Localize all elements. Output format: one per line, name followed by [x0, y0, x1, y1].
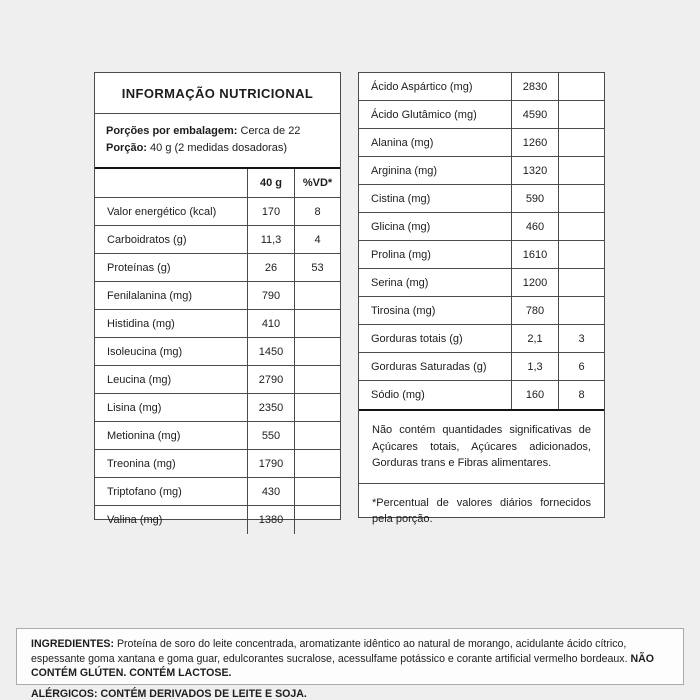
- nutrient-dv: [294, 338, 340, 365]
- nutrition-panel-right: [358, 72, 605, 525]
- nutrient-amount: 2790: [247, 366, 294, 393]
- nutrient-name: Lisina (mg): [107, 401, 162, 414]
- nutrient-amount: 790: [247, 282, 294, 309]
- nutrient-amount: 2350: [247, 394, 294, 421]
- nutrient-name: Tirosina (mg): [371, 304, 436, 317]
- nutrient-dv: [558, 213, 604, 240]
- nutrient-row: [359, 73, 604, 101]
- nutrient-name: Prolina (mg): [371, 248, 431, 261]
- column-header-row: [95, 169, 340, 198]
- nutrient-dv: [558, 129, 604, 156]
- nutrient-name: Gorduras Saturadas (g): [371, 360, 487, 373]
- nutrient-name: Valor energético (kcal): [107, 205, 217, 218]
- column-header-empty: [95, 169, 247, 197]
- nutrient-dv: [558, 157, 604, 184]
- footnotes: [359, 409, 604, 539]
- ingredients-box: [16, 628, 684, 700]
- column-header-amount: 40 g: [247, 169, 294, 197]
- nutrient-row: [95, 450, 340, 478]
- nutrient-row: [359, 269, 604, 297]
- nutrient-amount: 1450: [247, 338, 294, 365]
- nutrient-name: Metionina (mg): [107, 429, 181, 442]
- nutrient-amount: 590: [511, 185, 558, 212]
- nutrient-dv: [294, 422, 340, 449]
- column-header-dv: %VD*: [294, 169, 340, 197]
- nutrient-row: [95, 422, 340, 450]
- nutrient-amount: 4590: [511, 101, 558, 128]
- ingredients-claims: NÃO CONTÉM GLÚTEN. CONTÉM LACTOSE.: [31, 652, 655, 680]
- nutrient-row: [359, 213, 604, 241]
- nutrient-amount: 1790: [247, 450, 294, 477]
- nutrient-name: Valina (mg): [107, 514, 163, 527]
- nutrient-dv: [294, 506, 340, 534]
- nutrient-row: [359, 353, 604, 381]
- nutrient-name: Proteínas (g): [107, 261, 171, 274]
- nutrient-rows-left: [95, 198, 340, 534]
- nutrient-dv: 53: [294, 254, 340, 281]
- nutrient-row: [359, 185, 604, 213]
- nutrient-dv: [294, 282, 340, 309]
- nutrient-dv: [294, 394, 340, 421]
- nutrient-name: Fenilalanina (mg): [107, 289, 192, 302]
- nutrient-row: [359, 157, 604, 185]
- nutrient-name: Arginina (mg): [371, 164, 438, 177]
- nutrient-row: [359, 129, 604, 157]
- nutrient-row: [95, 226, 340, 254]
- nutrient-dv: 3: [558, 325, 604, 352]
- serving-info: [95, 114, 340, 169]
- nutrition-panel-left: [94, 72, 341, 527]
- note-daily-values: *Percentual de valores diários fornecidos pela porção.: [372, 496, 591, 525]
- nutrient-dv: 4: [294, 226, 340, 253]
- nutrient-name: Alanina (mg): [371, 136, 434, 149]
- nutrient-rows-right: [359, 73, 604, 409]
- nutrient-dv: [558, 269, 604, 296]
- nutrient-name: Serina (mg): [371, 276, 429, 289]
- nutrient-amount: 1320: [511, 157, 558, 184]
- servings-value: Cerca de 22: [240, 125, 301, 137]
- nutrient-name: Histidina (mg): [107, 317, 175, 330]
- nutrient-name: Leucina (mg): [107, 373, 172, 386]
- nutrient-row: [95, 478, 340, 506]
- nutrient-row: [359, 297, 604, 325]
- ingredients-label: INGREDIENTES:: [31, 638, 114, 650]
- nutrient-row: [359, 101, 604, 129]
- nutrient-row: [95, 254, 340, 282]
- nutrient-row: [95, 310, 340, 338]
- nutrient-amount: 11,3: [247, 226, 294, 253]
- nutrient-amount: 1260: [511, 129, 558, 156]
- nutrient-amount: 1200: [511, 269, 558, 296]
- nutrient-dv: [294, 366, 340, 393]
- nutrition-title: INFORMAÇÃO NUTRICIONAL: [95, 73, 340, 114]
- nutrient-row: [95, 366, 340, 394]
- nutrient-dv: [558, 297, 604, 324]
- servings-label: Porções por embalagem:: [106, 125, 238, 137]
- nutrient-dv: [294, 478, 340, 505]
- allergens-statement: ALÉRGICOS: CONTÉM DERIVADOS DE LEITE E SOJA.: [31, 687, 307, 700]
- nutrient-dv: 6: [558, 353, 604, 380]
- nutrient-name: Cistina (mg): [371, 192, 431, 205]
- nutrient-row: [95, 282, 340, 310]
- nutrient-dv: 8: [294, 198, 340, 225]
- servings-per-package: [106, 123, 329, 140]
- nutrient-name: Carboidratos (g): [107, 233, 187, 246]
- nutrient-name: Sódio (mg): [371, 389, 425, 401]
- nutrient-row: [95, 506, 340, 534]
- nutrient-amount: 1,3: [511, 353, 558, 380]
- nutrient-dv: [294, 310, 340, 337]
- ingredients-paragraph: [31, 637, 669, 681]
- nutrient-row: [95, 394, 340, 422]
- nutrient-row: [359, 325, 604, 353]
- nutrient-dv: [294, 450, 340, 477]
- nutrient-amount: 2,1: [511, 325, 558, 352]
- nutrient-name: Glicina (mg): [371, 220, 431, 233]
- portion-value: 40 g (2 medidas dosadoras): [150, 142, 287, 155]
- nutrient-amount: 430: [247, 478, 294, 505]
- ingredients-text: Proteína de soro do leite concentrada, aromatizante idêntico ao natural de morango, acidulante ácido cítrico, espessante goma xantana e goma guar, edulcorantes sucralose, acessulfame potássico e corante artificial vermelho bordeaux.: [31, 638, 628, 665]
- nutrient-amount: 160: [511, 381, 558, 409]
- nutrient-dv: [558, 185, 604, 212]
- nutrient-amount: 1380: [247, 506, 294, 534]
- nutrient-dv: [558, 73, 604, 100]
- nutrient-name: Triptofano (mg): [107, 485, 182, 498]
- portion-size: [106, 140, 329, 157]
- nutrient-amount: 170: [247, 198, 294, 225]
- note-no-significant-amounts: Não contém quantidades significativas de Açúcares totais, Açúcares adicionados, Gorduras trans e Fibras alimentares.: [359, 411, 604, 484]
- nutrient-amount: 460: [511, 213, 558, 240]
- nutrient-dv: [558, 101, 604, 128]
- nutrient-amount: 410: [247, 310, 294, 337]
- nutrient-name: Gorduras totais (g): [371, 332, 463, 345]
- nutrient-dv: [558, 241, 604, 268]
- nutrient-amount: 2830: [511, 73, 558, 100]
- nutrient-row: [95, 338, 340, 366]
- nutrient-name: Isoleucina (mg): [107, 345, 183, 358]
- nutrient-row: [95, 198, 340, 226]
- portion-label: Porção:: [106, 142, 147, 155]
- nutrient-amount: 550: [247, 422, 294, 449]
- nutrient-name: Treonina (mg): [107, 457, 176, 470]
- nutrient-amount: 1610: [511, 241, 558, 268]
- nutrient-dv: 8: [558, 381, 604, 409]
- nutrient-name: Ácido Glutâmico (mg): [371, 108, 477, 121]
- nutrient-name: Ácido Aspártico (mg): [371, 80, 473, 93]
- nutrient-amount: 26: [247, 254, 294, 281]
- nutrient-row: [359, 381, 604, 409]
- nutrient-amount: 780: [511, 297, 558, 324]
- nutrient-row: [359, 241, 604, 269]
